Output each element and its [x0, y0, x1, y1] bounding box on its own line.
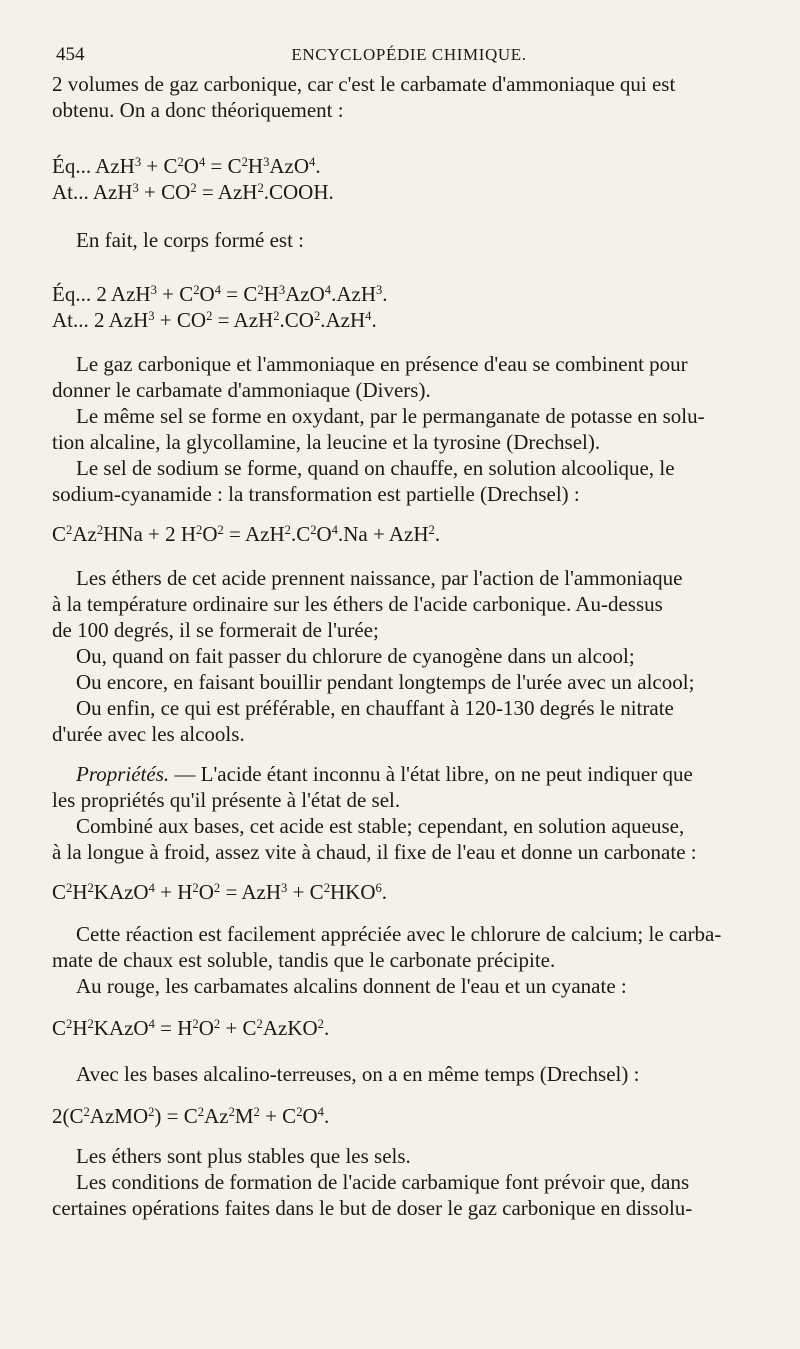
text-line: En fait, le corps formé est :	[76, 228, 305, 252]
text-line: obtenu. On a donc théoriquement :	[52, 98, 344, 122]
text-line: Les conditions de formation de l'acide carbamique font prévoir que, dans	[76, 1170, 690, 1194]
formula: Éq... $AzH^3 + C^2O^4 = C^2H^3AzO^4$.	[52, 154, 321, 178]
text-line: Ou encore, en faisant bouillir pendant longtemps de l'urée avec un alcool;	[76, 670, 695, 694]
text-line: à la température ordinaire sur les éthers de l'acide carbonique. Au-dessus	[52, 592, 663, 616]
text-line: tion alcaline, la glycollamine, la leucine et la tyrosine (Drechsel).	[52, 430, 601, 454]
formula: $C^2H^2KAzO^4 = H^2O^2$ + $C^2AzKO^2$.	[52, 1016, 330, 1040]
text-line: les propriétés qu'il présente à l'état de sel.	[52, 788, 401, 812]
formula: At... $AzH^3 + CO^2$ = AzH$^2$.COOH.	[52, 180, 334, 204]
text-line: Les éthers de cet acide prennent naissance, par l'action de l'ammoniaque	[76, 566, 683, 590]
formula: Éq... 2 $AzH^3 + C^2O^4 = C^2H^3AzO^4.AzH^3$.	[52, 282, 388, 306]
text-line: 2 volumes de gaz carbonique, car c'est le carbamate d'ammoniaque qui est	[52, 72, 676, 96]
text-line: Combiné aux bases, cet acide est stable; cependant, en solution aqueuse,	[76, 814, 685, 838]
text-line: Les éthers sont plus stables que les sels.	[76, 1144, 411, 1168]
section-heading: Propriétés.	[76, 762, 170, 786]
text-line: Le gaz carbonique et l'ammoniaque en présence d'eau se combinent pour	[76, 352, 688, 376]
text-line: Ou, quand on fait passer du chlorure de cyanogène dans un alcool;	[76, 644, 635, 668]
text-line: Au rouge, les carbamates alcalins donnent de l'eau et un cyanate :	[76, 974, 627, 998]
running-title: ENCYCLOPÉDIE CHIMIQUE.	[291, 45, 527, 64]
text-line: Le sel de sodium se forme, quand on chauffe, en solution alcoolique, le	[76, 456, 675, 480]
page-number: 454	[56, 44, 85, 65]
text-line: à la longue à froid, assez vite à chaud, il fixe de l'eau et donne un carbonate :	[52, 840, 697, 864]
text-line: Cette réaction est facilement appréciée avec le chlorure de calcium; le carba-	[76, 922, 722, 946]
text-line: Ou enfin, ce qui est préférable, en chauffant à 120-130 degrés le nitrate	[76, 696, 674, 720]
text-line: d'urée avec les alcools.	[52, 722, 245, 746]
page-header	[56, 44, 762, 70]
body-text	[52, 71, 762, 1221]
formula: $C^2Az^2HNa + 2$ $H^2O^2 = AzH^2.C^2O^4.Na + AzH^2$.	[52, 522, 441, 546]
formula: $2(C^2AzMO^2) = C^2Az^2M^2 + C^2O^4$.	[52, 1104, 330, 1128]
text-line: donner le carbamate d'ammoniaque (Divers).	[52, 378, 431, 402]
text-line: mate de chaux est soluble, tandis que le carbonate précipite.	[52, 948, 556, 972]
text-line: sodium-cyanamide : la transformation est partielle (Drechsel) :	[52, 482, 580, 506]
text-line: certaines opérations faites dans le but de doser le gaz carbonique en dissolu-	[52, 1196, 693, 1220]
text-line: Propriétés. — L'acide étant inconnu à l'état libre, on ne peut indiquer que	[76, 762, 693, 786]
text-line: de 100 degrés, il se formerait de l'urée;	[52, 618, 379, 642]
formula: At... 2 $AzH^3 + CO^2 = AzH^2.CO^2.AzH^4$.	[52, 308, 377, 332]
text-line: Avec les bases alcalino-terreuses, on a en même temps (Drechsel) :	[76, 1062, 640, 1086]
formula: $C^2H^2KAzO^4 + H^2O^2 = AzH^3 + C^2HKO^6$.	[52, 880, 388, 904]
text-line: Le même sel se forme en oxydant, par le permanganate de potasse en solu-	[76, 404, 705, 428]
